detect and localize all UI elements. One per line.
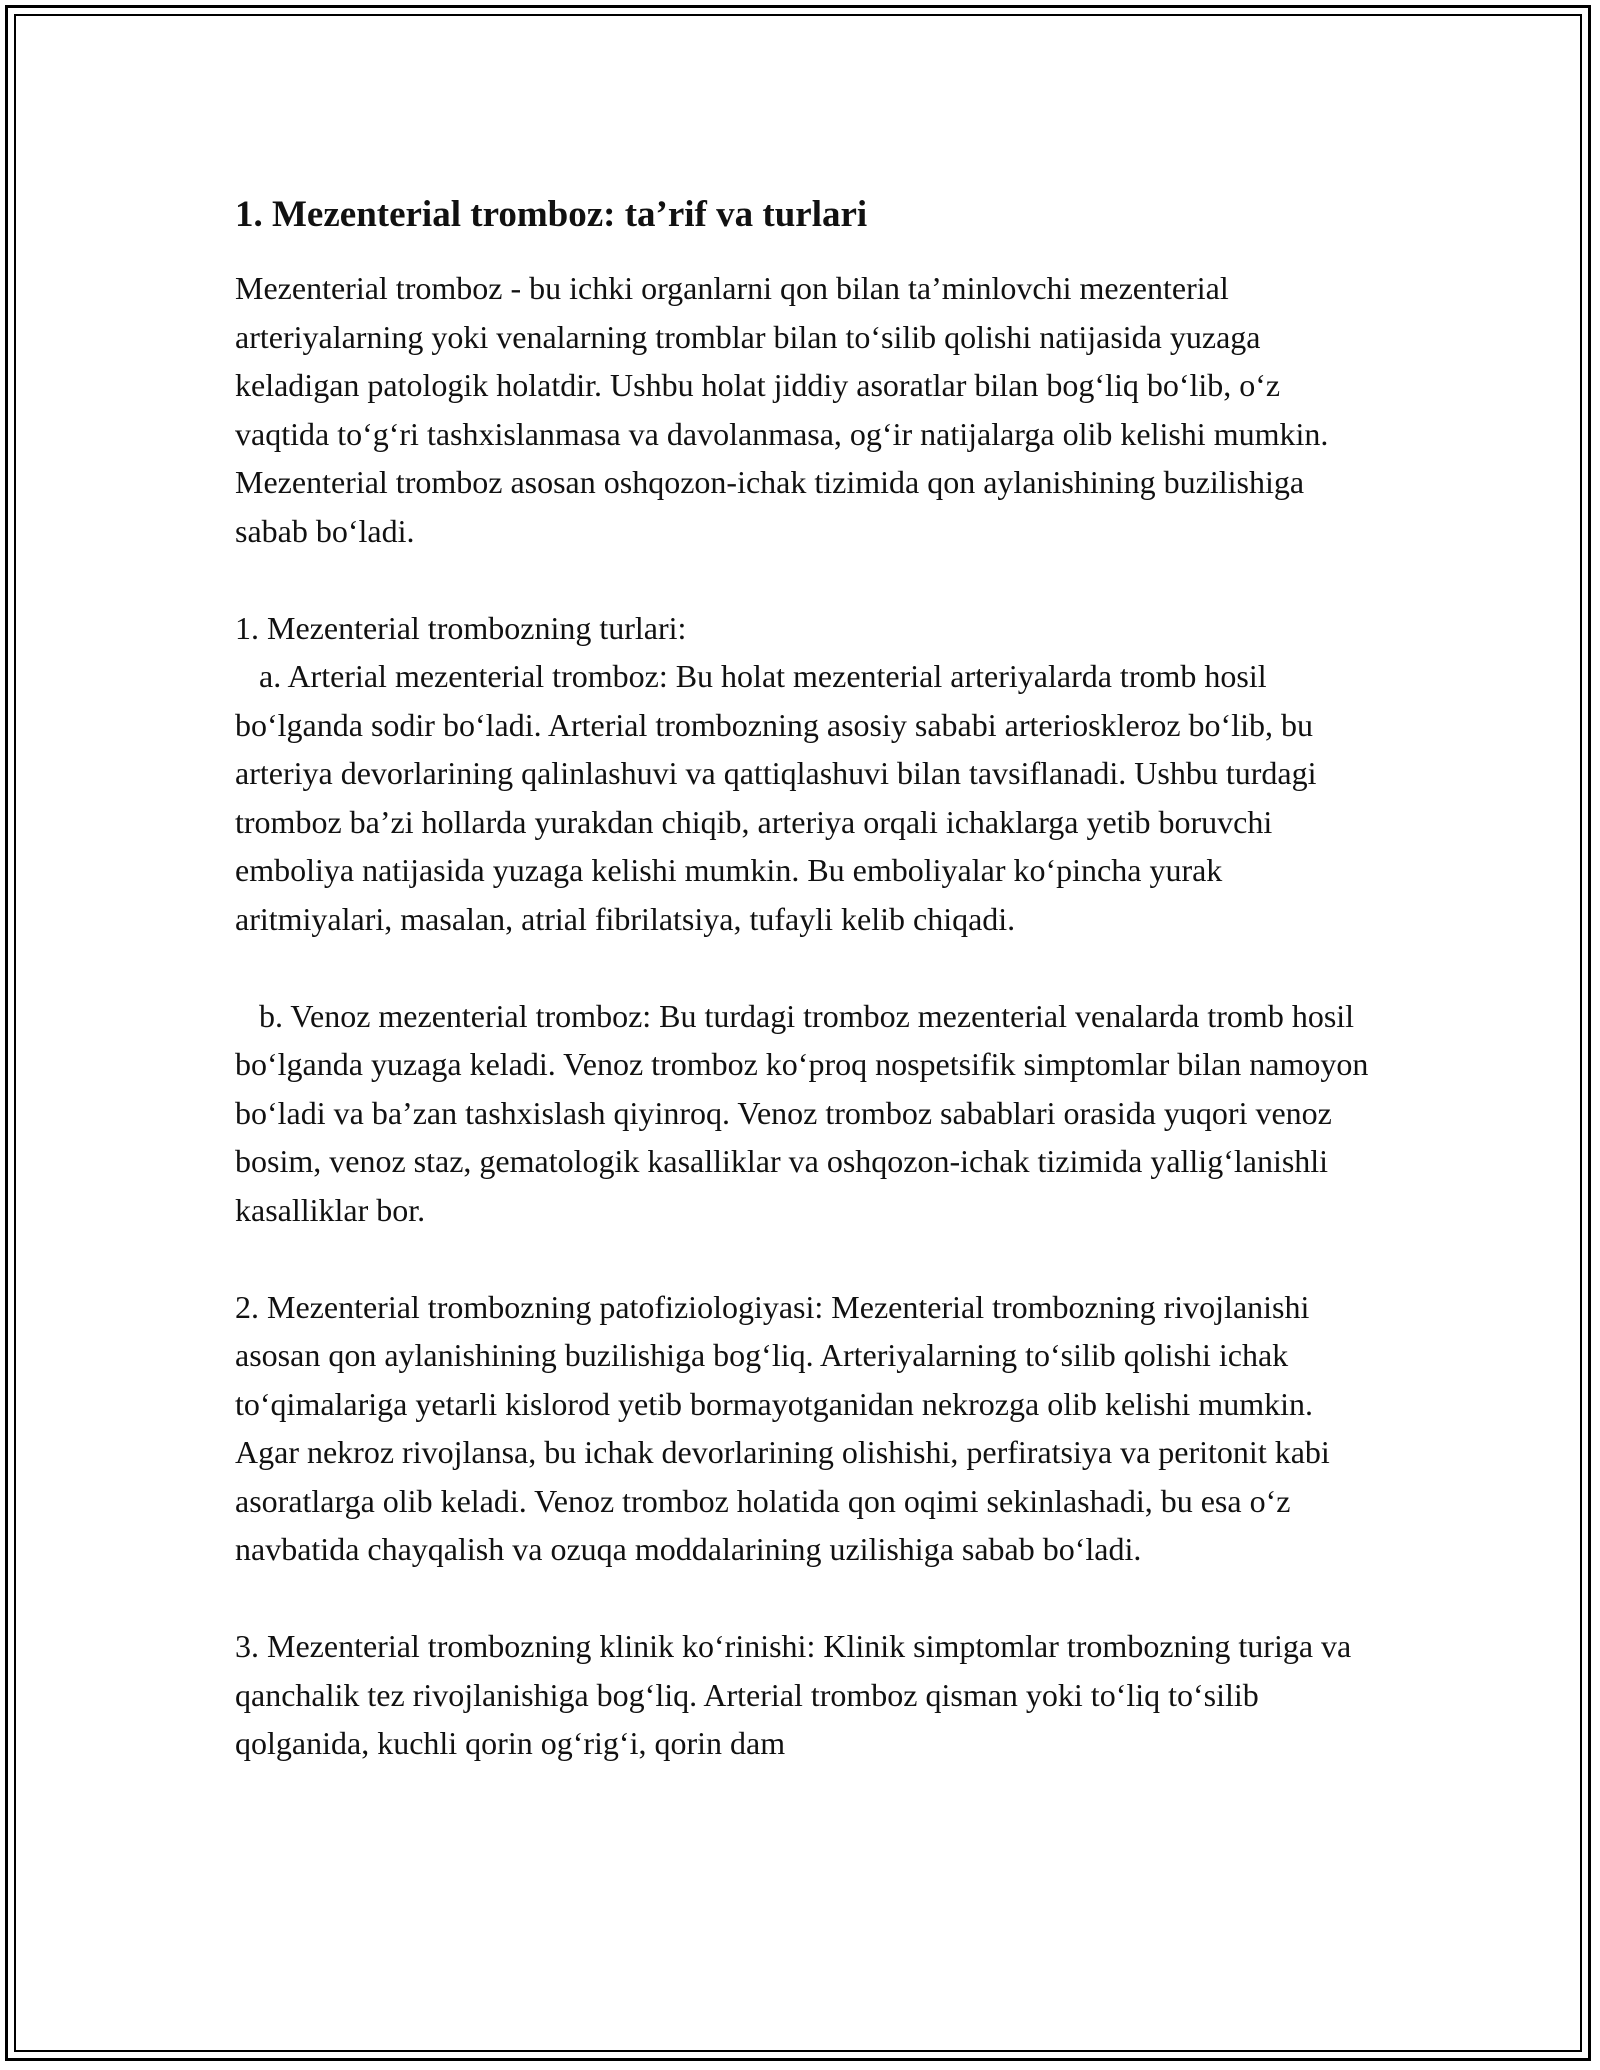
document-body	[235, 190, 1370, 1768]
type-a-text: a. Arterial mezenterial tromboz: Bu holat mezenterial arteriyalarda tromb hosil bo‘lganda sodir bo‘ladi. Arterial trombozning asosiy sababi arterioskleroz bo‘lib, bu arteriya devorlarining qalinlashuvi va qattiqlashuvi bilan tavsiflanadi. Ushbu turdagi tromboz ba’zi hollarda yurakdan chiqib, arteriya orqali ichaklarga yetib boruvchi emboliya natijasida yuzaga kelishi mumkin. Bu emboliyalar ko‘pincha yurak aritmiyalari, masalan, atrial fibrilatsiya, tufayli kelib chiqadi.	[235, 658, 1317, 937]
type-a-paragraph	[235, 652, 1370, 943]
intro-paragraph: Mezenterial tromboz - bu ichki organlarni qon bilan ta’minlovchi mezenterial arteriyalarning yoki venalarning tromblar bilan to‘silib qolishi natijasida yuzaga keladigan patologik holatdir. Ushbu holat jiddiy asoratlar bilan bog‘liq bo‘lib, o‘z vaqtida to‘g‘ri tashxislanmasa va davolanmasa, og‘ir natijalarga olib kelishi mumkin. Mezenterial tromboz asosan oshqozon-ichak tizimida qon aylanishining buzilishiga sabab bo‘ladi.	[235, 270, 1329, 549]
paragraph-gap	[235, 555, 1370, 604]
type-b-text: b. Venoz mezenterial tromboz: Bu turdagi tromboz mezenterial venalarda tromb hosil bo‘lganda yuzaga keladi. Venoz tromboz ko‘proq nospetsifik simptomlar bilan namoyon bo‘ladi va ba’zan tashxislash qiyinroq. Venoz tromboz sabablari orasida yuqori venoz bosim, venoz staz, gematologik kasalliklar va oshqozon-ichak tizimida yallig‘lanishli kasalliklar bor.	[235, 997, 1369, 1228]
clinical-paragraph: 3. Mezenterial trombozning klinik ko‘rinishi: Klinik simptomlar trombozning turiga va qanchalik tez rivojlanishiga bog‘liq. Arterial tromboz qisman yoki to‘liq to‘silib qolganida, kuchli qorin og‘rig‘i, qorin dam	[235, 1628, 1352, 1761]
paragraph-gap	[235, 1574, 1370, 1623]
types-heading: 1. Mezenterial trombozning turlari:	[235, 609, 687, 646]
type-b-paragraph	[235, 992, 1370, 1235]
paragraph-gap	[235, 1234, 1370, 1283]
section-title: 1. Mezenterial tromboz: ta’rif va turlari	[235, 194, 868, 235]
paragraph-gap	[235, 943, 1370, 992]
pathophysiology-paragraph: 2. Mezenterial trombozning patofiziologiyasi: Mezenterial trombozning rivojlanishi asosan qon aylanishining buzilishiga bog‘liq. Arteriyalarning to‘silib qolishi ichak to‘qimalariga yetarli kislorod yetib bormayotganidan nekrozga olib kelishi mumkin. Agar nekroz rivojlansa, bu ichak devorlarining olishishi, perfiratsiya va peritonit kabi asoratlarga olib keladi. Venoz tromboz holatida qon oqimi sekinlashadi, bu esa o‘z navbatida chayqalish va ozuqa moddalarining uzilishiga sabab bo‘ladi.	[235, 1288, 1330, 1567]
